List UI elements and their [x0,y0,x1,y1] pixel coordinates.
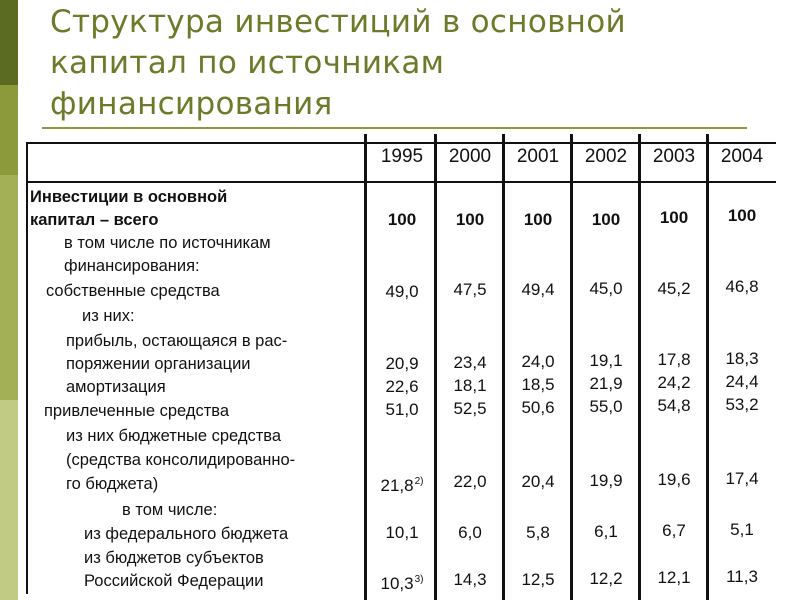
table-left-border [26,142,28,594]
table-cell: 18,1 [453,376,487,395]
table-cell: 51,0 [385,400,419,419]
row-label: из федерального бюджета [84,525,289,543]
year-header-2001: 2001 [516,146,560,167]
table-cell: 24,4 [725,372,759,391]
table-cell: 46,8 [725,277,759,296]
table-cell: 23,4 [453,353,487,372]
table-cell: 49,0 [385,282,419,301]
table-cell: 19,9 [589,471,623,490]
row-label: собственные средства [46,282,220,300]
row-label: амортизация [66,378,166,396]
row-label: (средства консолидированно- [66,451,296,469]
row-label: финансирования: [64,257,200,275]
table-cell: 100 [727,206,757,225]
table-cell: 54,8 [657,396,691,415]
table-cell: 6,1 [594,522,618,541]
table-cell: 6,0 [458,523,482,542]
row-label: го бюджета) [66,475,159,493]
table-cell: 19,1 [589,351,623,370]
table-cell: 18,3 [725,349,759,368]
year-header-2003: 2003 [652,146,696,167]
table-cell: 17,8 [657,350,691,369]
table-cell: 11,3 [726,567,758,586]
table-cell: 20,9 [385,354,419,373]
header-divider [26,181,776,183]
year-header-1995: 1995 [380,146,424,167]
slide-title [50,2,790,125]
table-cell: 55,0 [589,397,623,416]
table-cell: 17,4 [725,469,759,488]
row-label: привлеченные средства [44,402,230,420]
row-label: в том числе: [122,501,218,519]
table-cell: 10,1 [385,523,419,542]
table-cell: 45,2 [657,279,691,298]
footnote-mark: 2) [414,476,424,487]
table-cell: 20,4 [521,472,555,491]
table-cell: 10,3$^{3)}$ [380,574,424,593]
row-label: капитал – всего [30,211,159,229]
row-label: Инвестиции в основной [30,188,228,206]
investment-table [26,134,776,600]
title-line-3: финансирования [50,86,333,122]
row-label: прибыль, остающаяся в рас- [66,332,288,350]
table-cell: 21,9 [589,374,623,393]
decorative-stripe [0,0,18,600]
table-cell: 49,4 [521,280,555,299]
row-label: в том числе по источникам [64,234,271,252]
table-cell: 52,5 [453,399,487,418]
table-cell: 12,1 [657,568,691,587]
year-header-2004: 2004 [720,146,764,167]
table-cell: 14,3 [453,570,487,589]
table-cell: 24,0 [521,352,555,371]
table-cell: 100 [591,210,621,229]
table-cell: 50,6 [521,398,555,417]
table-cell: 19,6 [657,470,691,489]
year-header-2000: 2000 [448,146,492,167]
table-cell: 12,5 [521,570,555,589]
table-cell: 22,6 [385,377,419,396]
table-cell: 18,5 [521,375,555,394]
footnote-mark: 3) [414,574,424,585]
row-label: поряжении организации [66,355,251,373]
row-label: Российской Федерации [84,572,264,590]
table-cell: 100 [387,210,417,229]
table-cell: 6,7 [662,521,686,540]
table-cell: 24,2 [657,373,691,392]
table-cell: 5,8 [526,523,550,542]
table-cell: 47,5 [453,280,487,299]
table-cell: 100 [659,208,689,227]
table-top-border [26,142,776,144]
title-line-2: капитал по источникам [50,45,445,81]
table-cell: 100 [523,210,553,229]
year-header-2002: 2002 [584,146,628,167]
table-cell: 21,8$^{2)}$ [380,476,424,495]
table-cell: 100 [455,210,485,229]
table-cell: 45,0 [589,279,623,298]
table-cell: 22,0 [453,472,487,491]
table-cell: 12,2 [589,569,623,588]
row-label: из них: [82,307,135,325]
row-label: из бюджетов субъектов [84,549,264,567]
column-divider [364,134,367,600]
table-cell: 5,1 [730,520,754,539]
title-underline [42,127,747,129]
title-line-1: Структура инвестиций в основной [50,4,626,40]
row-label: из них бюджетные средства [66,427,282,445]
table-cell: 53,2 [725,395,759,414]
